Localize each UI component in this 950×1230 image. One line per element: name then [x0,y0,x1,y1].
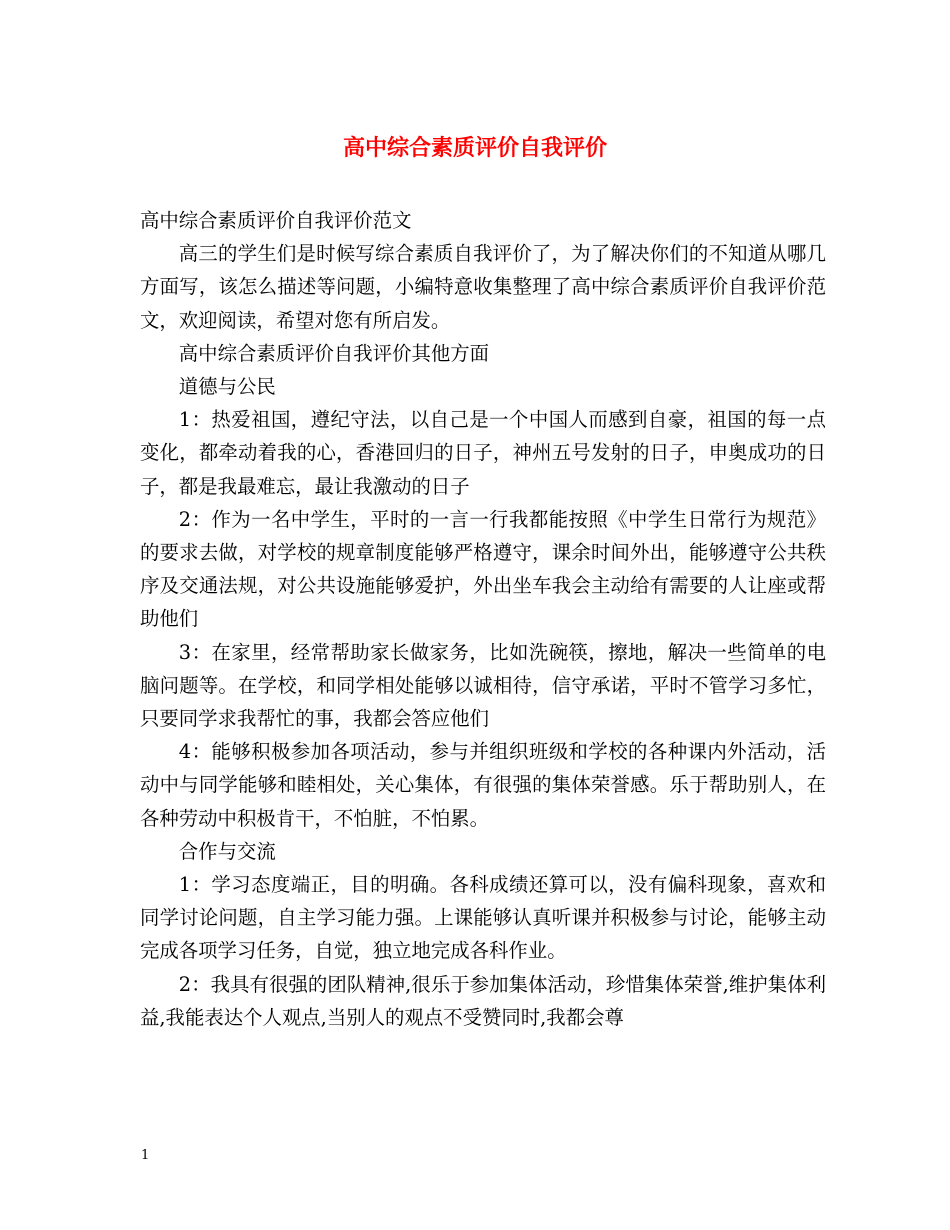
paragraph-morality-2: 2：作为一名中学生，平时的一言一行我都能按照《中学生日常行为规范》的要求去做，对学校的规章制度能够严格遵守，课余时间外出，能够遵守公共秩序及交通法规，对公共设施能够爱护，外出坐车我会主动给有需要的人让座或帮助他们 [140,507,826,631]
paragraph-intro: 高三的学生们是时候写综合素质自我评价了，为了解决你们的不知道从哪几方面写，该怎么描述等问题，小编特意收集整理了高中综合素质评价自我评价范文，欢迎阅读，希望对您有所启发。 [140,242,826,332]
paragraph-heading: 高中综合素质评价自我评价范文 [140,209,412,232]
paragraph-morality-4: 4：能够积极参加各项活动，参与并组织班级和学校的各种课内外活动，活动中与同学能够和睦相处，关心集体，有很强的集体荣誉感。乐于帮助别人，在各种劳动中积极肯干，不怕脏，不怕累。 [140,740,826,830]
section-heading-cooperation: 合作与交流 [178,839,276,863]
document-title: 高中综合素质评价自我评价 [342,135,607,161]
paragraph-subheading: 高中综合素质评价自我评价其他方面 [178,341,490,365]
page-number: 1 [141,1148,150,1163]
document-body [140,204,826,1034]
paragraph-cooperation-2: 2：我具有很强的团队精神,很乐于参加集体活动，珍惜集体荣誉,维护集体利益,我能表达个人观点,当别人的观点不受赞同时,我都会尊 [140,972,826,1029]
paragraph-morality-1: 1：热爱祖国，遵纪守法，以自己是一个中国人而感到自豪，祖国的每一点变化，都牵动着我的心，香港回归的日子，神州五号发射的日子，申奥成功的日子，都是我最难忘，最让我激动的日子 [140,408,826,498]
section-heading-morality: 道德与公民 [178,375,276,399]
paragraph-morality-3: 3：在家里，经常帮助家长做家务，比如洗碗筷，擦地，解决一些简单的电脑问题等。在学校，和同学相处能够以诚相待，信守承诺，平时不管学习多忙，只要同学求我帮忙的事，我都会答应他们 [140,640,826,731]
paragraph-cooperation-1: 1：学习态度端正，目的明确。各科成绩还算可以，没有偏科现象，喜欢和同学讨论问题，自主学习能力强。上课能够认真听课并积极参与讨论，能够主动完成各项学习任务，自觉，独立地完成各科作业。 [140,873,826,963]
